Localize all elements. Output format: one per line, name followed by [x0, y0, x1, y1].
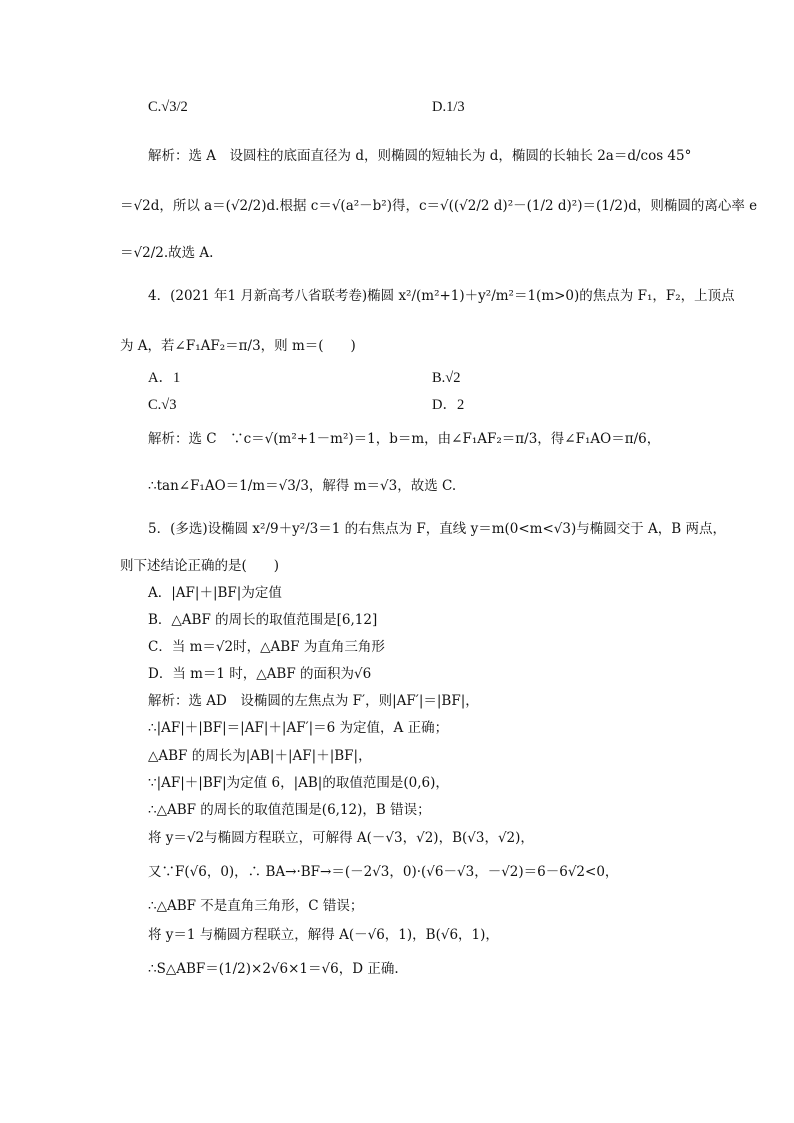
q4-option-b: B.√2 — [432, 370, 461, 386]
q5-solution-line-10: ∴S△ABF＝(1/2)×2√6×1＝√6，D 正确. — [148, 961, 399, 977]
q5-option-a: A．|AF|＋|BF|为定值 — [148, 585, 282, 601]
q3-solution-line-2: ＝√2d，所以 a＝(√2/2)d.根据 c＝√(a²－b²)得，c＝√((√2/2 d)²－(1/2 d)²)＝(1/2)d，则椭圆的离心率 e — [120, 198, 758, 214]
q4-option-d: D．2 — [432, 397, 465, 413]
q3-option-c: C.√3/2 — [148, 99, 188, 115]
q4-stem-line-2: 为 A，若∠F₁AF₂＝π/3，则 m＝( ) — [120, 338, 356, 354]
q5-solution-line-6: 将 y＝√2与椭圆方程联立，可解得 A(－√3，√2)，B(√3，√2)， — [148, 830, 534, 846]
q4-option-c: C.√3 — [148, 397, 177, 413]
q5-solution-line-5: ∴△ABF 的周长的取值范围是(6,12)，B 错误； — [148, 802, 431, 818]
q4-solution-line-1: 解析：选 C ∵c＝√(m²+1－m²)＝1，b＝m，由∠F₁AF₂＝π/3，得∠F₁AO＝π/6， — [148, 431, 661, 447]
q5-stem-line-2: 则下述结论正确的是( ) — [120, 558, 280, 574]
q5-solution-line-4: ∵|AF|＋|BF|为定值 6，|AB|的取值范围是(0,6)， — [148, 775, 449, 791]
q5-option-c: C．当 m＝√2时，△ABF 为直角三角形 — [148, 639, 385, 655]
q4-solution-line-2: ∴tan∠F₁AO＝1/m＝√3/3，解得 m＝√3，故选 C. — [148, 478, 457, 494]
q3-solution-line-1: 解析：选 A 设圆柱的底面直径为 d，则椭圆的短轴长为 d，椭圆的长轴长 2a＝d/cos 45° — [148, 148, 692, 164]
q3-solution-line-3: ＝√2/2.故选 A. — [120, 245, 214, 261]
q5-solution-line-1: 解析：选 AD 设椭圆的左焦点为 F′，则|AF′|＝|BF|， — [148, 693, 479, 709]
q3-option-d: D.1/3 — [432, 99, 465, 115]
q5-stem-line-1: 5．(多选)设椭圆 x²/9＋y²/3＝1 的右焦点为 F，直线 y＝m(0<m<√3)与椭圆交于 A，B 两点， — [148, 521, 727, 537]
q4-stem-line-1: 4．(2021 年1 月新高考八省联考卷)椭圆 x²/(m²+1)＋y²/m²＝1(m>0)的焦点为 F₁，F₂，上顶点 — [148, 288, 735, 304]
q5-solution-line-3: △ABF 的周长为|AB|＋|AF|＋|BF|， — [148, 748, 372, 764]
q5-solution-line-9: 将 y＝1 与椭圆方程联立，解得 A(－√6，1)，B(√6，1)， — [148, 927, 499, 943]
q5-solution-line-7: 又∵F(√6，0)，∴ BA→·BF→＝(－2√3，0)·(√6－√3，－√2)＝6－6√2<0， — [148, 864, 619, 880]
q5-option-b: B．△ABF 的周长的取值范围是[6,12] — [148, 612, 378, 628]
q5-option-d: D．当 m＝1 时，△ABF 的面积为√6 — [148, 666, 372, 682]
q4-option-a: A．1 — [148, 370, 181, 386]
q5-solution-line-2: ∴|AF|＋|BF|＝|AF|＋|AF′|＝6 为定值，A 正确； — [148, 720, 449, 736]
q5-solution-line-8: ∴△ABF 不是直角三角形，C 错误； — [148, 898, 364, 914]
